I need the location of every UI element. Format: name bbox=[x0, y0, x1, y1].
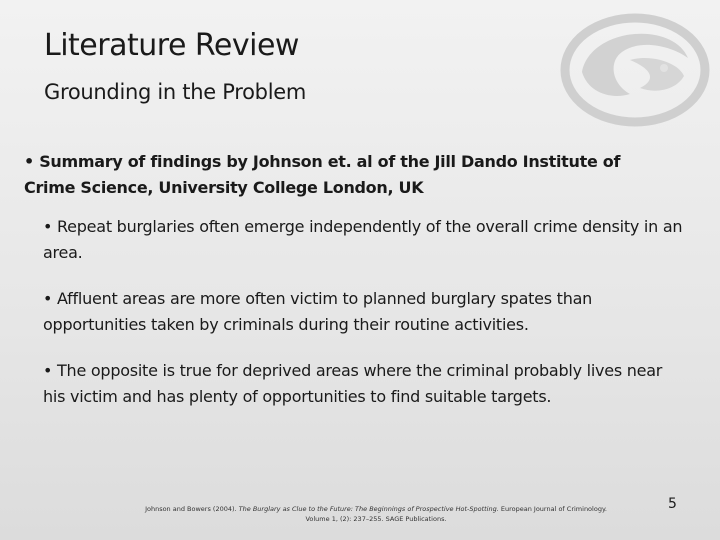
citation-title: The Burglary as Clue to the Future: The Beginnings of Prospective Hot-Spotting. bbox=[238, 505, 499, 513]
nittany-lion-logo-icon bbox=[560, 10, 710, 130]
citation-authors: Johnson and Bowers (2004). bbox=[145, 505, 239, 513]
citation-volume: Volume 1, (2): 237–255. SAGE Publications. bbox=[305, 515, 447, 523]
slide-title: Literature Review bbox=[44, 28, 299, 63]
slide-subtitle: Grounding in the Problem bbox=[44, 80, 307, 104]
page-number: 5 bbox=[668, 496, 677, 512]
citation-journal: European Journal of Criminology. bbox=[498, 505, 607, 513]
citation bbox=[140, 504, 612, 524]
sub-bullet-affluent-areas: • Affluent areas are more often victim to planned burglary spates than opportunities taken by criminals during their routine activities. bbox=[43, 289, 593, 334]
main-bullet: • Summary of findings by Johnson et. al of the Jill Dando Institute of Crime Science, University College London, UK bbox=[24, 152, 621, 197]
sub-bullet-repeat-burglaries: • Repeat burglaries often emerge independently of the overall crime density in an area. bbox=[43, 217, 683, 262]
sub-bullet-deprived-areas: • The opposite is true for deprived areas where the criminal probably lives near his victim and has plenty of opportunities to find suitable targets. bbox=[43, 361, 663, 406]
